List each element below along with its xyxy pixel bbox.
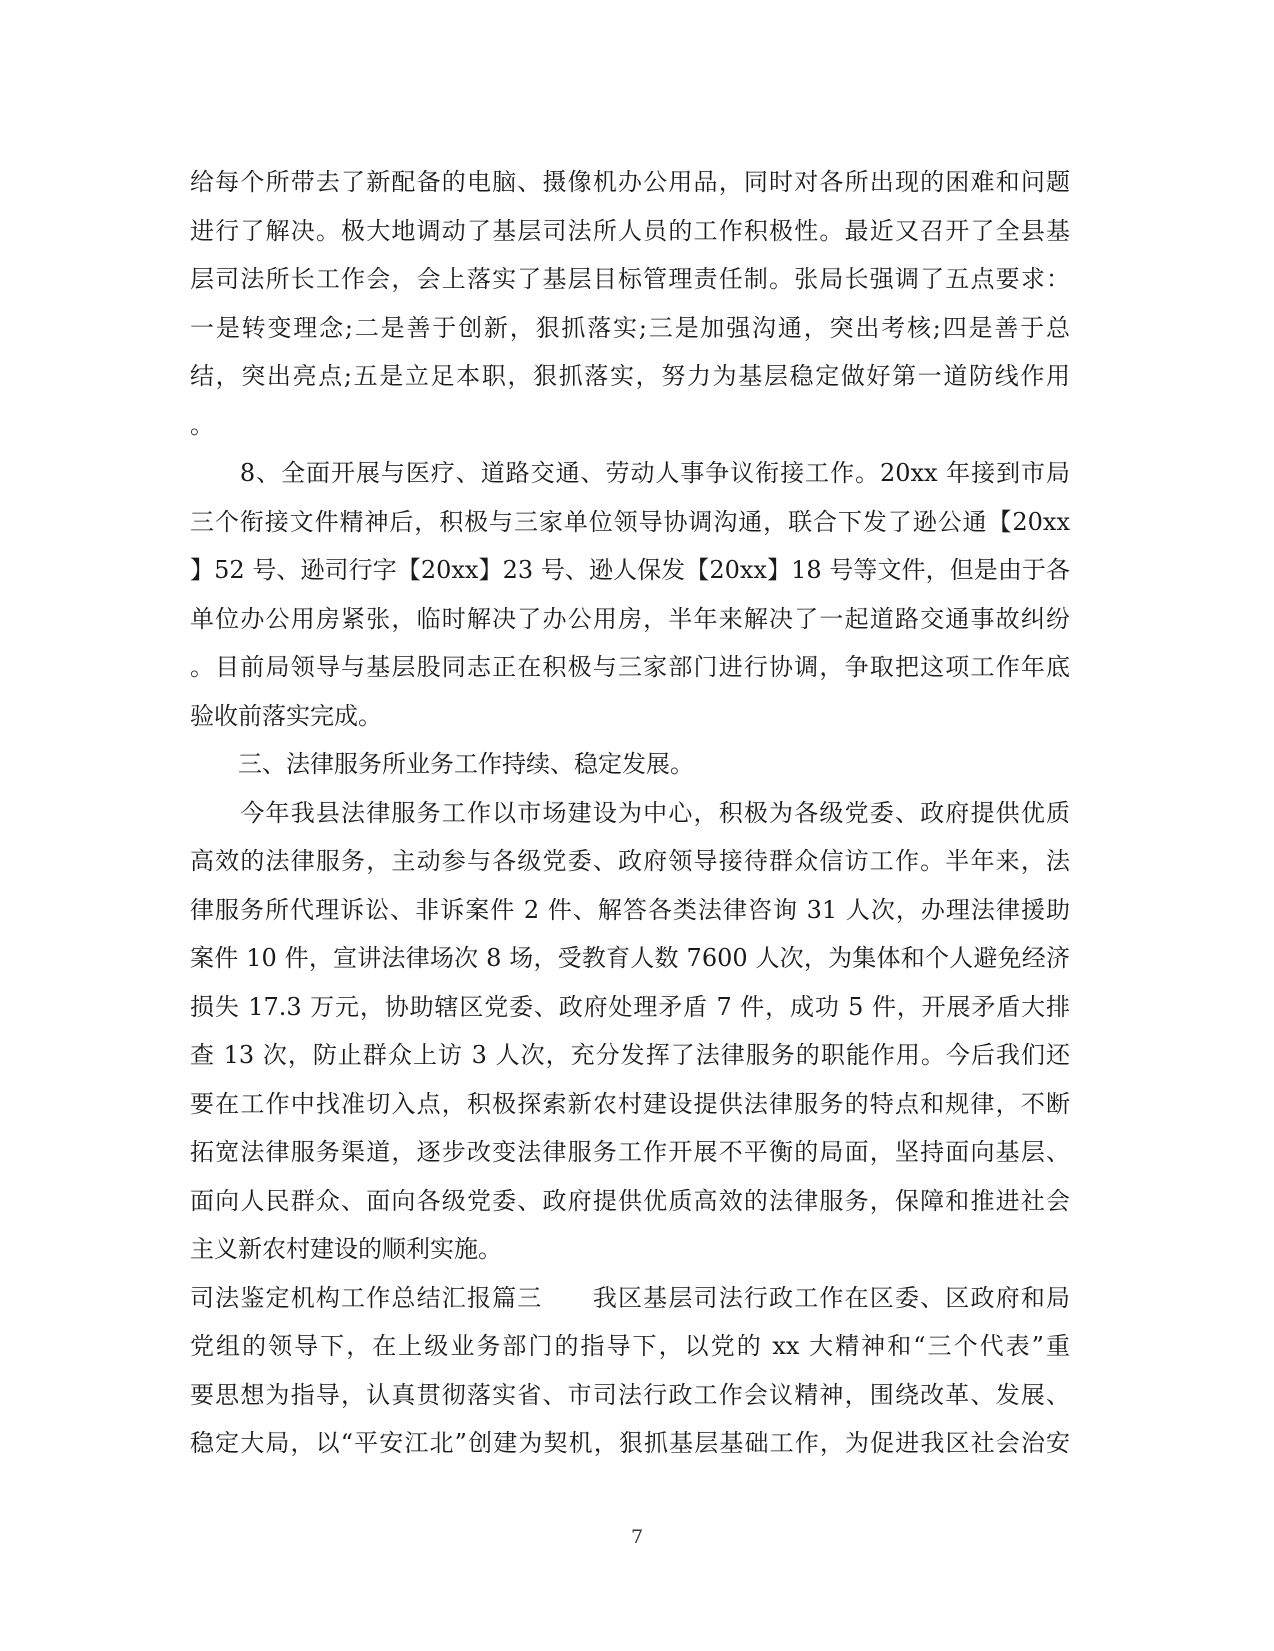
text-line: 三、法律服务所业务工作持续、稳定发展。 bbox=[190, 750, 694, 778]
text-line: 。目前局领导与基层股同志正在积极与三家部门进行协调，争取把这项工作年底 bbox=[190, 653, 1070, 681]
text-line: 】52 号、逊司行字【20xx】23 号、逊人保发【20xx】18 号等文件，但是由于各 bbox=[190, 556, 1070, 584]
text-line: 给每个所带去了新配备的电脑、摄像机办公用品，同时对各所出现的困难和问题 bbox=[190, 168, 1070, 196]
text-line: 要在工作中找准切入点，积极探索新农村建设提供法律服务的特点和规律，不断 bbox=[190, 1089, 1070, 1118]
text-line: 拓宽法律服务渠道，逐步改变法律服务工作开展不平衡的局面，坚持面向基层、 bbox=[190, 1138, 1070, 1166]
text-line: 面向人民群众、面向各级党委、政府提供优质高效的法律服务，保障和推进社会 bbox=[190, 1186, 1070, 1215]
text-line: 稳定大局，以“平安江北”创建为契机，狠抓基层基础工作，为促进我区社会治安 bbox=[190, 1429, 1070, 1457]
text-line: 高效的法律服务，主动参与各级党委、政府领导接待群众信访工作。半年来，法 bbox=[190, 847, 1070, 875]
page-number: 7 bbox=[630, 1526, 644, 1548]
text-line: 要思想为指导，认真贯彻落实省、市司法行政工作会议精神，围绕改革、发展、 bbox=[190, 1380, 1070, 1409]
text-line: 8、全面开展与医疗、道路交通、劳动人事争议衔接工作。20xx 年接到市局 bbox=[190, 459, 1070, 487]
text-line: 损失 17.3 万元，协助辖区党委、政府处理矛盾 7 件，成功 5 件，开展矛盾大排 bbox=[190, 992, 1070, 1021]
text-line: 案件 10 件，宣讲法律场次 8 场，受教育人数 7600 人次，为集体和个人避免经济 bbox=[190, 944, 1070, 972]
text-line: 验收前落实完成。 bbox=[190, 701, 382, 730]
text-line: 三个衔接文件精神后，积极与三家单位领导协调沟通，联合下发了逊公通【20xx bbox=[190, 507, 1070, 536]
text-line: 单位办公用房紧张，临时解决了办公用房，半年来解决了一起道路交通事故纠纷 bbox=[190, 604, 1070, 633]
text-line: 查 13 次，防止群众上访 3 人次，充分发挥了法律服务的职能作用。今后我们还 bbox=[190, 1041, 1070, 1069]
text-line: 司法鉴定机构工作总结汇报篇三 我区基层司法行政工作在区委、区政府和局 bbox=[190, 1283, 1070, 1312]
text-line: 律服务所代理诉讼、非诉案件 2 件、解答各类法律咨询 31 人次，办理法律援助 bbox=[190, 895, 1070, 924]
text-line: 主义新农村建设的顺利实施。 bbox=[190, 1235, 502, 1263]
text-line: 。 bbox=[190, 410, 214, 439]
document-body bbox=[190, 158, 1070, 1468]
text-line: 结，突出亮点;五是立足本职，狠抓落实，努力为基层稳定做好第一道防线作用 bbox=[190, 362, 1070, 390]
text-line: 一是转变理念;二是善于创新，狠抓落实;三是加强沟通，突出考核;四是善于总 bbox=[190, 313, 1070, 342]
text-line: 今年我县法律服务工作以市场建设为中心，积极为各级党委、政府提供优质 bbox=[190, 798, 1070, 827]
text-line: 进行了解决。极大地调动了基层司法所人员的工作积极性。最近又召开了全县基 bbox=[190, 216, 1070, 245]
text-line: 层司法所长工作会，会上落实了基层目标管理责任制。张局长强调了五点要求： bbox=[190, 265, 1070, 293]
text-line: 党组的领导下，在上级业务部门的指导下，以党的 xx 大精神和“三个代表”重 bbox=[190, 1332, 1070, 1360]
